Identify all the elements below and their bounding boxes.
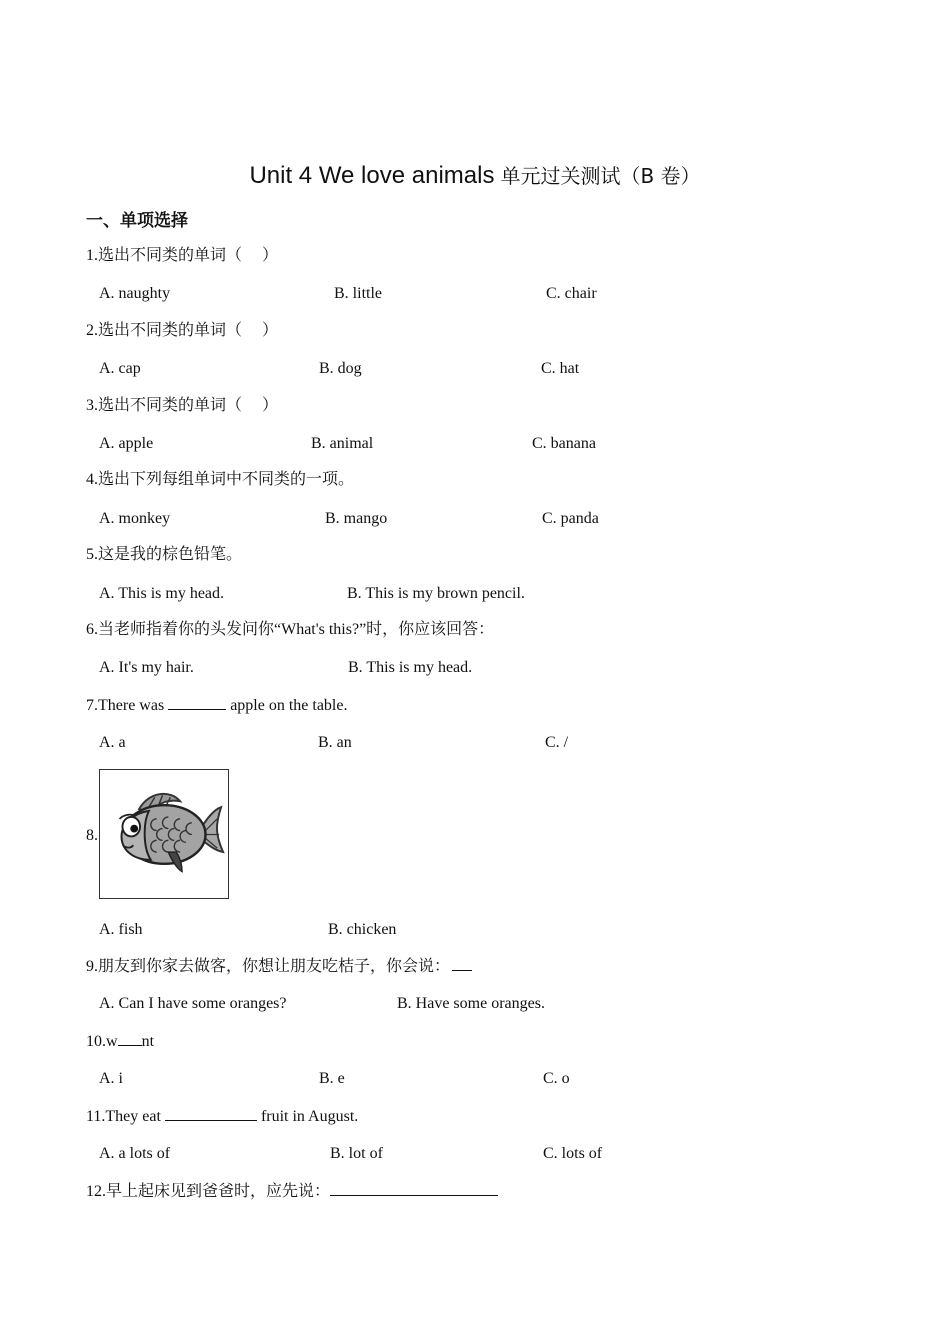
question-7-prompt: [86, 695, 347, 716]
question-11-option-a[interactable]: A. a lots of: [99, 1145, 171, 1162]
question-12-blank[interactable]: [330, 1181, 498, 1196]
question-12-prompt: [86, 1181, 498, 1202]
question-12-text: 12.早上起床见到爸爸时，应先说：: [86, 1183, 331, 1200]
question-7-option-c[interactable]: C. /: [545, 734, 569, 751]
question-3-option-c[interactable]: C. banana: [532, 435, 596, 452]
question-2-prompt: 2.选出不同类的单词（ ）: [86, 322, 279, 339]
page-title: [0, 160, 950, 192]
question-2-option-a[interactable]: A. cap: [99, 360, 141, 377]
question-6-prompt: 6.当老师指着你的头发问你“What's this?”时，你应该回答：: [86, 621, 495, 638]
question-11-text-end: fruit in August.: [256, 1108, 359, 1125]
question-10-option-b[interactable]: B. e: [319, 1070, 345, 1087]
question-10-text-start: 10.w: [86, 1033, 118, 1050]
question-9-option-b[interactable]: B. Have some oranges.: [397, 995, 545, 1012]
question-11-option-c[interactable]: C. lots of: [543, 1145, 603, 1162]
question-1-option-b[interactable]: B. little: [334, 285, 382, 302]
title-english: Unit 4 We love animals: [249, 162, 495, 189]
question-10-option-c[interactable]: C. o: [543, 1070, 570, 1087]
question-5-prompt: 5.这是我的棕色铅笔。: [86, 546, 243, 563]
question-8-option-b[interactable]: B. chicken: [328, 921, 397, 938]
question-11-prompt: [86, 1106, 358, 1127]
question-7-option-a[interactable]: A. a: [99, 734, 126, 751]
question-4-option-a[interactable]: A. monkey: [99, 510, 171, 527]
question-9-blank[interactable]: [452, 956, 472, 971]
question-3-option-a[interactable]: A. apple: [99, 435, 154, 452]
question-8-option-a[interactable]: A. fish: [99, 921, 143, 938]
question-6-option-b[interactable]: B. This is my head.: [348, 659, 473, 676]
question-1-prompt: 1.选出不同类的单词（ ）: [86, 247, 279, 264]
question-10-prompt: [86, 1031, 154, 1052]
question-11-text-start: 11.They eat: [86, 1108, 165, 1125]
section-heading: 一、单项选择: [86, 211, 188, 231]
question-1-option-a[interactable]: A. naughty: [99, 285, 171, 302]
question-5-option-b[interactable]: B. This is my brown pencil.: [347, 585, 525, 602]
question-7-text-start: 7.There was: [86, 697, 169, 714]
question-9-option-a[interactable]: A. Can I have some oranges?: [99, 995, 287, 1012]
question-9-text: 9.朋友到你家去做客，你想让朋友吃桔子，你会说：: [86, 958, 451, 975]
question-10-option-a[interactable]: A. i: [99, 1070, 123, 1087]
fish-picture: [99, 769, 229, 899]
question-7-blank[interactable]: [168, 695, 226, 710]
question-5-option-a[interactable]: A. This is my head.: [99, 585, 225, 602]
question-11-option-b[interactable]: B. lot of: [330, 1145, 383, 1162]
question-4-option-c[interactable]: C. panda: [542, 510, 599, 527]
question-2-option-c[interactable]: C. hat: [541, 360, 580, 377]
question-2-option-b[interactable]: B. dog: [319, 360, 362, 377]
question-9-prompt: [86, 956, 472, 977]
question-10-text-end: nt: [141, 1033, 155, 1050]
question-7-text-end: apple on the table.: [226, 697, 348, 714]
question-3-prompt: 3.选出不同类的单词（ ）: [86, 397, 279, 414]
question-1-option-c[interactable]: C. chair: [546, 285, 597, 302]
question-6-option-a[interactable]: A. It's my hair.: [99, 659, 194, 676]
fish-icon: [100, 770, 227, 897]
question-4-option-b[interactable]: B. mango: [325, 510, 388, 527]
question-7-option-b[interactable]: B. an: [318, 734, 352, 751]
question-4-prompt: 4.选出下列每组单词中不同类的一项。: [86, 471, 355, 488]
question-8-prompt: 8.: [86, 827, 98, 844]
question-10-blank[interactable]: [118, 1031, 142, 1046]
title-chinese: 单元过关测试（B 卷）: [500, 164, 701, 188]
question-11-blank[interactable]: [165, 1106, 257, 1121]
question-3-option-b[interactable]: B. animal: [311, 435, 374, 452]
